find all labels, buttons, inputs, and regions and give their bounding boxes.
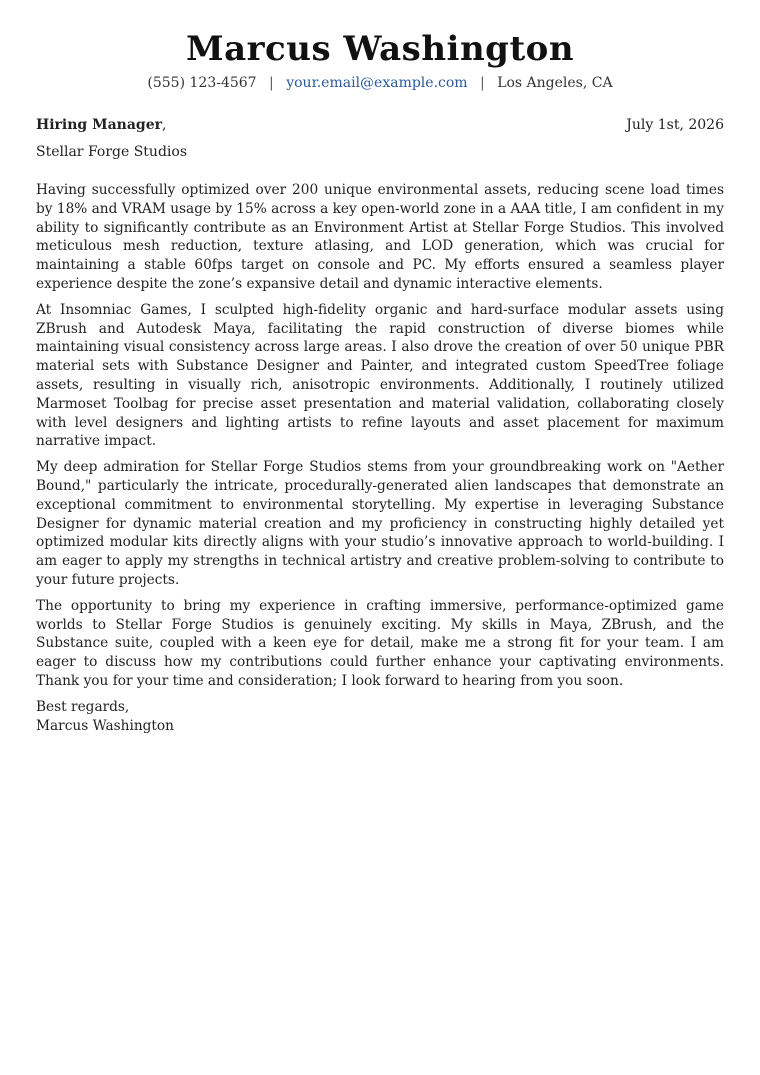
- body-paragraph: The opportunity to bring my experience in crafting immersive, performance-optimized game worlds to Stellar Forge Studios is genuinely exciting. My skills in Maya, ZBrush, and the Substance suite, coupled with a keen eye for detail, make me a strong fit for your team. I am eager to discuss how my contributions could further enhance your captivating environments. Thank you for your time and consideration; I look forward to hearing from you soon.: [36, 597, 724, 689]
- contact-separator: |: [269, 75, 274, 91]
- recipient: Hiring Manager: [36, 117, 162, 133]
- body-paragraph: At Insomniac Games, I sculpted high-fidelity organic and hard-surface modular assets using ZBrush and Autodesk Maya, facilitating the rapid construction of diverse biomes while maintaining visual consistency across large areas. I also drove the creation of over 50 unique PBR material sets with Substance Designer and Painter, and integrated custom SpeedTree foliage assets, resulting in visually rich, anisotropic environments. Additionally, I routinely utilized Marmoset Toolbag for precise asset presentation and material validation, collaborating closely with level designers and lighting artists to refine layouts and asset placement for maximum narrative impact.: [36, 301, 724, 450]
- body-paragraph: Having successfully optimized over 200 unique environmental assets, reducing scene load times by 18% and VRAM usage by 15% across a key open-world zone in a AAA title, I am confident in my ability to significantly contribute as an Environment Artist at Stellar Forge Studios. This involved meticulous mesh reduction, texture atlasing, and LOD generation, which was crucial for maintaining a stable 60fps target on console and PC. My efforts ensured a seamless player experience despite the zone’s expansive detail and dynamic interactive elements.: [36, 182, 724, 292]
- signature-name: Marcus Washington: [36, 717, 174, 734]
- body-paragraph: My deep admiration for Stellar Forge Studios stems from your groundbreaking work on "Aether Bound," particularly the intricate, procedurally-generated alien landscapes that demonstrate an exceptional commitment to environmental storytelling. My expertise in leveraging Substance Designer for dynamic material creation and my proficiency in constructing highly detailed yet optimized modular kits directly aligns with your studio’s innovative approach to world-building. I am eager to apply my strengths in technical artistry and creative problem-solving to contribute to your future projects.: [36, 459, 724, 588]
- applicant-name: Marcus Washington: [185, 29, 575, 69]
- letter-body: [36, 181, 724, 691]
- closing-block: [36, 698, 724, 736]
- email-link[interactable]: your.email@example.com: [286, 75, 468, 91]
- recipient-line: [36, 116, 166, 134]
- contact-line: [36, 74, 724, 92]
- letter-date: July 1st, 2026: [626, 117, 724, 133]
- phone-number: (555) 123-4567: [147, 75, 257, 91]
- company-name: Stellar Forge Studios: [36, 144, 187, 160]
- recipient-punctuation: ,: [161, 117, 167, 133]
- contact-separator: |: [480, 75, 485, 91]
- location: Los Angeles, CA: [497, 75, 613, 91]
- closing-phrase: Best regards,: [36, 698, 130, 715]
- salutation-row: [36, 116, 724, 134]
